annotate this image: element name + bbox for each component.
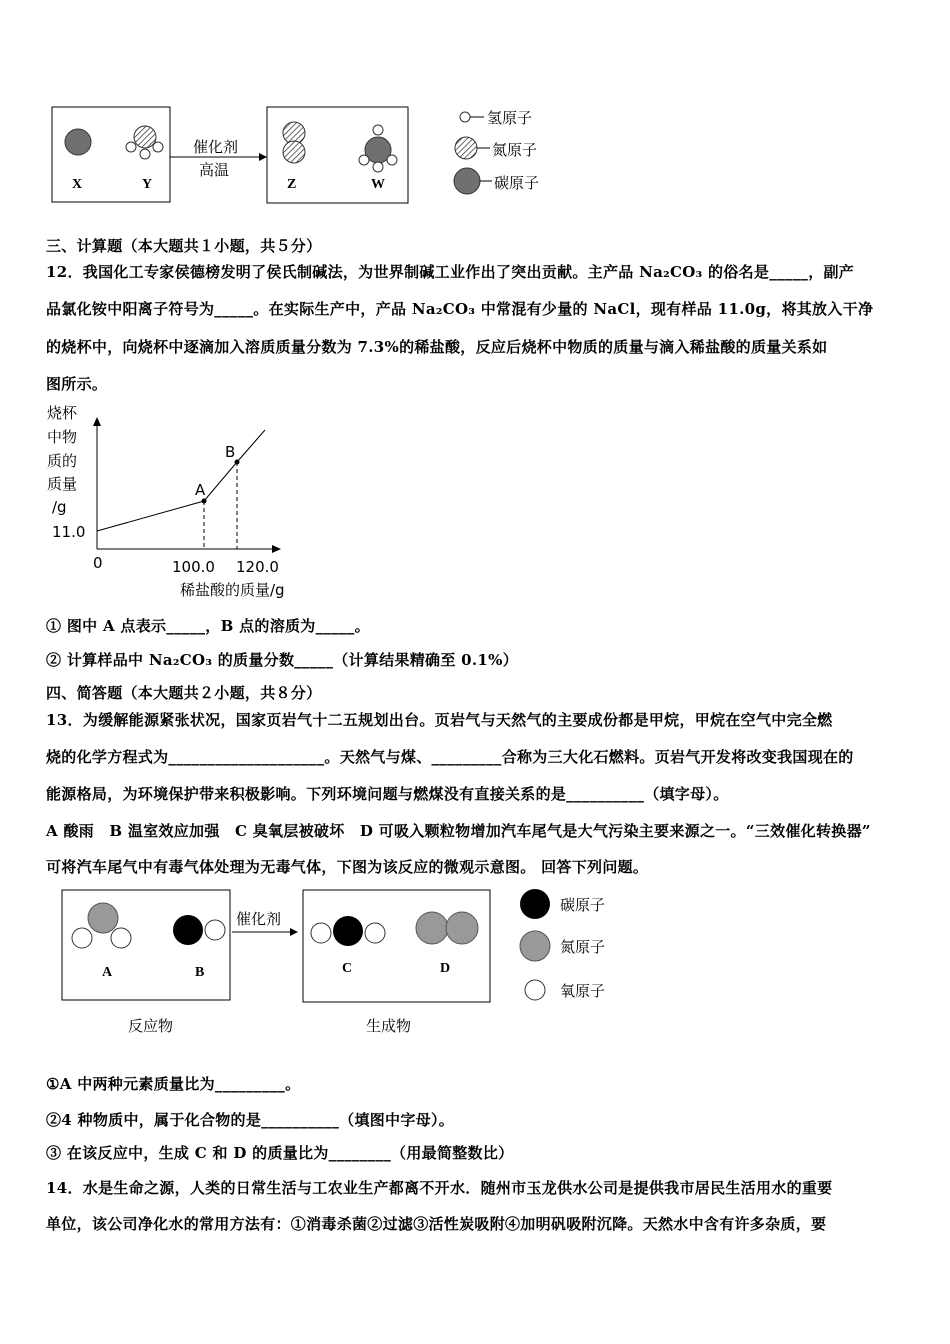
legend-nitrogen bbox=[520, 931, 605, 961]
y-tick-11: 11.0 bbox=[52, 523, 86, 541]
label-x: X bbox=[72, 177, 83, 192]
legend-carbon bbox=[520, 889, 605, 919]
molecule-b bbox=[173, 915, 225, 945]
catalyst-label: 催化剂 bbox=[193, 138, 239, 156]
svg-text:碳原子: 碳原子 bbox=[494, 174, 540, 192]
x-tick-100: 100.0 bbox=[172, 558, 215, 576]
label-d: D bbox=[440, 961, 451, 976]
q12-line-2: 品氯化铵中阳离子符号为_____。在实际生产中，产品 Na₂CO₃ 中常混有少量的 NaCl，现有样品 11.0g，将其放入干净 bbox=[46, 300, 874, 318]
y-label-3: 质的 bbox=[47, 452, 78, 470]
section-3-heading: 三、计算题（本大题共１小题，共５分） bbox=[46, 237, 322, 255]
y-label-2: 中物 bbox=[47, 428, 78, 446]
label-b: B bbox=[195, 965, 205, 980]
svg-text:碳原子: 碳原子 bbox=[560, 896, 606, 914]
q13-sub-1: ①A 中两种元素质量比为_________。 bbox=[46, 1075, 301, 1093]
q12-line-1: 12．我国化工专家侯德榜发明了侯氏制碱法，为世界制碱工业作出了突出贡献。主产品 Na₂CO₃ 的俗名是_____，副产 bbox=[46, 263, 855, 281]
label-c: C bbox=[342, 961, 353, 976]
section-4-heading: 四、简答题（本大题共２小题，共８分） bbox=[46, 684, 322, 702]
y-label-1: 烧杯 bbox=[47, 404, 78, 422]
molecule-c bbox=[311, 916, 385, 946]
label-a: A bbox=[102, 965, 113, 980]
origin-label: 0 bbox=[93, 554, 103, 572]
label-y: Y bbox=[142, 177, 153, 192]
q13-line-3: 能源格局，为环境保护带来积极影响。下列环境问题与燃煤没有直接关系的是__________（填字母）。 bbox=[46, 785, 729, 803]
x-tick-120: 120.0 bbox=[236, 558, 279, 576]
q12-line-3: 的烧杯中，向烧杯中逐滴加入溶质质量分数为 7.3%的稀盐酸，反应后烧杯中物质的质量与滴入稀盐酸的质量关系如 bbox=[46, 338, 828, 356]
q13-line-4: A 酸雨 B 温室效应加强 C 臭氧层被破坏 D 可吸入颗粒物增加汽车尾气是大气污染主要来源之一。“三效催化转换器” bbox=[46, 822, 871, 840]
q14-line-1: 14．水是生命之源，人类的日常生活与工农业生产都离不开水．随州市玉龙供水公司是提供我市居民生活用水的重要 bbox=[46, 1179, 833, 1197]
products-caption: 生成物 bbox=[366, 1017, 412, 1035]
reactants-caption: 反应物 bbox=[128, 1017, 174, 1035]
molecule-d bbox=[416, 912, 478, 944]
svg-text:氮原子: 氮原子 bbox=[492, 141, 538, 159]
point-b-label: B bbox=[225, 443, 236, 461]
point-a-label: A bbox=[195, 481, 206, 499]
q14-line-2: 单位，该公司净化水的常用方法有：①消毒杀菌②过滤③活性炭吸附④加明矾吸附沉降。天然水中含有许多杂质，要 bbox=[46, 1215, 827, 1233]
catalyst-label: 催化剂 bbox=[236, 910, 282, 928]
product-box bbox=[303, 890, 490, 1002]
q12-sub-1: ① 图中 A 点表示_____，B 点的溶质为_____。 bbox=[46, 617, 370, 635]
high-temp-label: 高温 bbox=[199, 161, 230, 179]
q13-sub-2: ②4 种物质中，属于化合物的是__________（填图中字母）。 bbox=[46, 1111, 455, 1129]
label-w: W bbox=[371, 177, 385, 192]
molecule-a bbox=[72, 903, 131, 948]
label-z: Z bbox=[287, 177, 297, 192]
q13-line-2: 烧的化学方程式为____________________。天然气与煤、_________合称为三大化石燃料。页岩气开发将改变我国现在的 bbox=[46, 748, 854, 766]
x-axis-label: 稀盐酸的质量/g bbox=[180, 581, 285, 599]
q13-line-1: 13．为缓解能源紧张状况，国家页岩气十二五规划出台。页岩气与天然气的主要成份都是甲烷，甲烷在空气中完全燃 bbox=[46, 711, 833, 729]
q12-line-4: 图所示。 bbox=[46, 375, 108, 393]
y-label-4: 质量 bbox=[47, 475, 78, 493]
svg-text:氧原子: 氧原子 bbox=[560, 982, 606, 1000]
q13-line-5: 可将汽车尾气中有毒气体处理为无毒气体，下图为该反应的微观示意图。 回答下列问题。 bbox=[46, 858, 649, 876]
q13-sub-3: ③ 在该反应中，生成 C 和 D 的质量比为________（用最简整数比） bbox=[46, 1144, 514, 1162]
svg-text:氢原子: 氢原子 bbox=[487, 109, 533, 127]
svg-text:氮原子: 氮原子 bbox=[560, 938, 606, 956]
legend-oxygen bbox=[525, 980, 605, 1000]
q12-sub-2: ② 计算样品中 Na₂CO₃ 的质量分数_____（计算结果精确至 0.1%） bbox=[46, 651, 519, 669]
y-label-5: /g bbox=[52, 498, 67, 516]
